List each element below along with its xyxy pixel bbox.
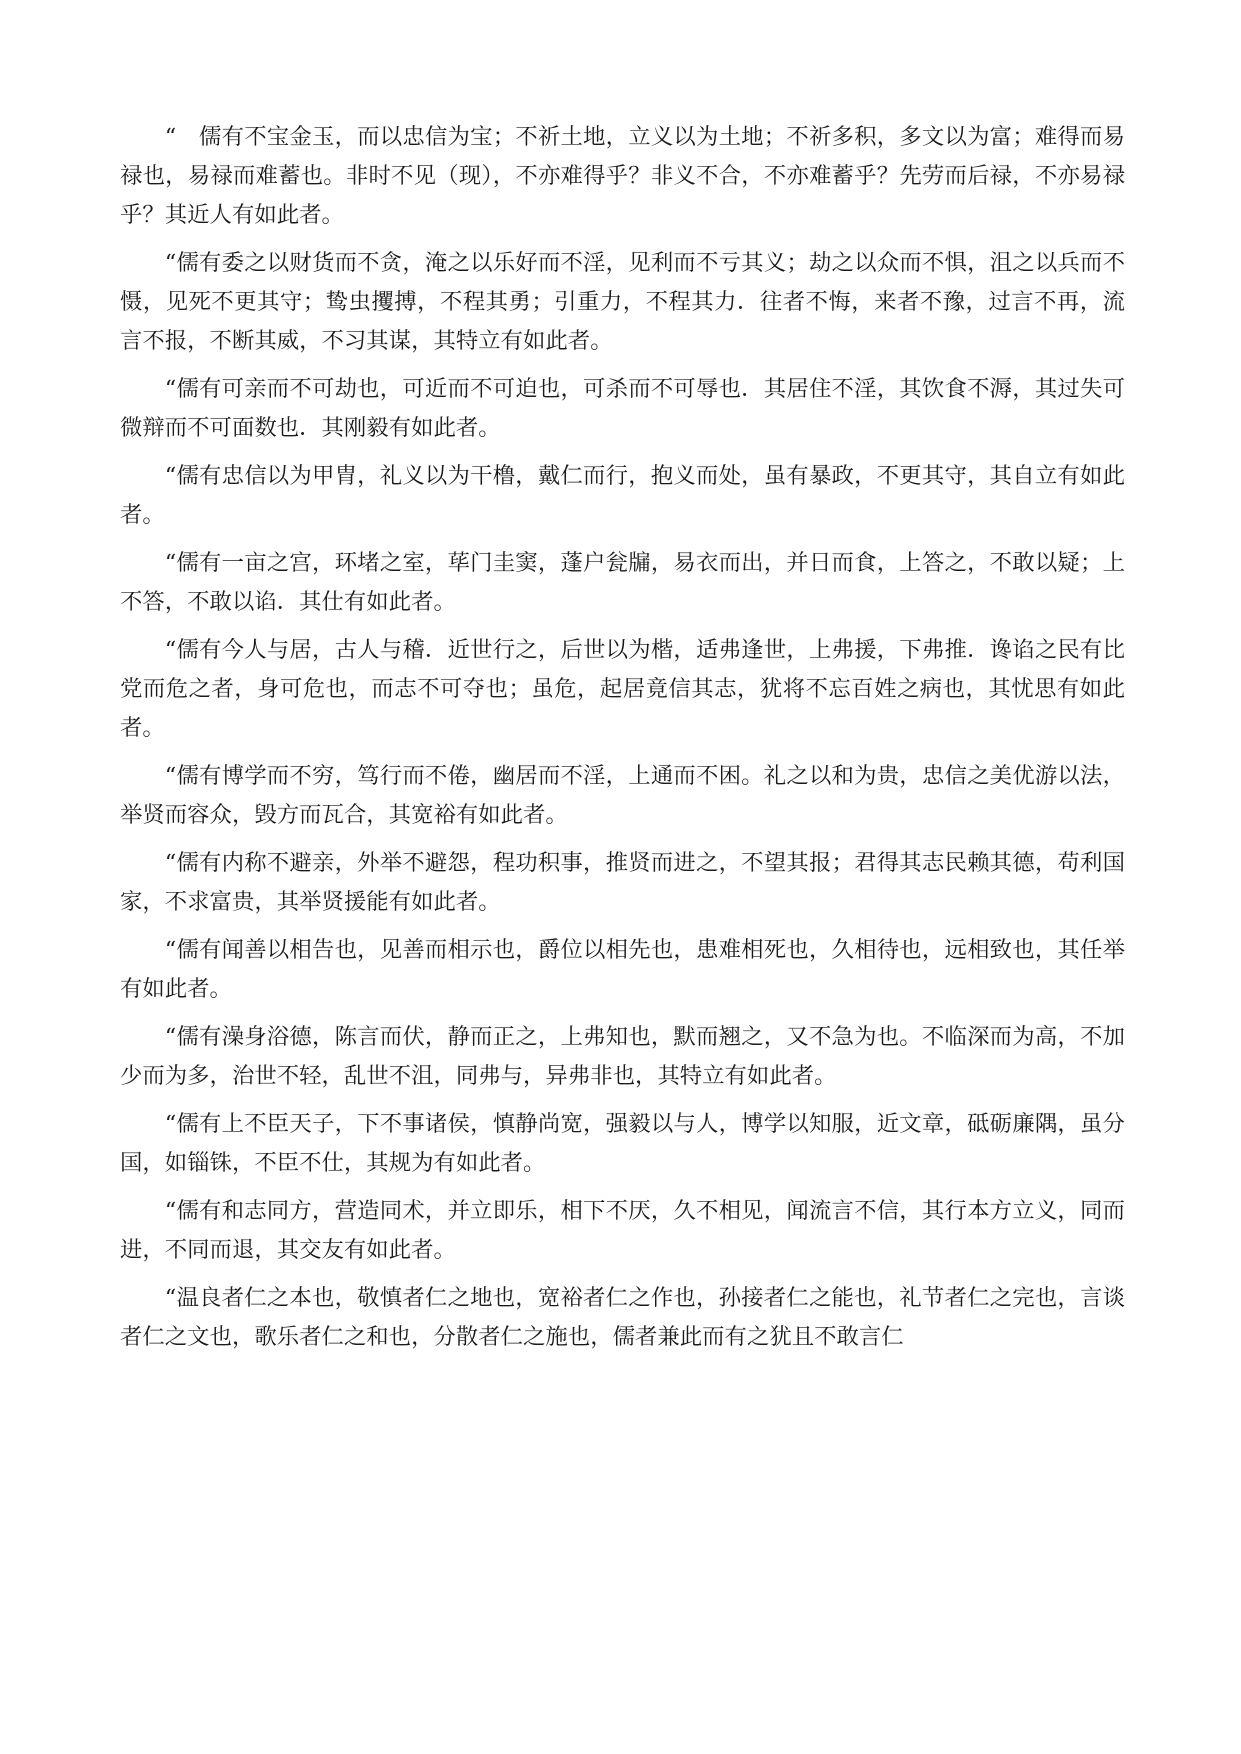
paragraph: “儒有一亩之宫，环堵之室，荜门圭窦，蓬户瓮牖，易衣而出，并日而食，上答之，不敢以疑；上不答，不敢以谄．其仕有如此者。 (120, 550, 1125, 615)
paragraph: “儒有可亲而不可劫也，可近而不可迫也，可杀而不可辱也．其居住不淫，其饮食不溽，其过失可微辩而不可面数也．其刚毅有如此者。 (120, 376, 1125, 441)
paragraph: “ 儒有不宝金玉，而以忠信为宝；不祈土地，立义以为土地；不祈多积，多文以为富；难得而易禄也，易禄而难蓄也。非时不见（现），不亦难得乎？非义不合，不亦难蓄乎？先劳而后禄，不亦易禄乎？其近人有如此者。 (120, 124, 1125, 228)
paragraph: “儒有博学而不穷，笃行而不倦，幽居而不淫，上通而不困。礼之以和为贵，忠信之美优游以法，举贤而容众，毁方而瓦合，其宽裕有如此者。 (120, 763, 1125, 828)
paragraph: “儒有内称不避亲，外举不避怨，程功积事，推贤而进之，不望其报；君得其志民赖其德，苟利国家，不求富贵，其举贤援能有如此者。 (120, 850, 1125, 915)
paragraph: “儒有上不臣天子，下不事诸侯，慎静尚宽，强毅以与人，博学以知服，近文章，砥砺廉隅，虽分国，如锱铢，不臣不仕，其规为有如此者。 (120, 1111, 1125, 1176)
paragraph: “儒有忠信以为甲胄，礼义以为干橹，戴仁而行，抱义而处，虽有暴政，不更其守，其自立有如此者。 (120, 463, 1125, 528)
paragraph: “儒有委之以财货而不贪，淹之以乐好而不淫，见利而不亏其义；劫之以众而不惧，沮之以兵而不慑，见死不更其守；鸷虫攫搏，不程其勇；引重力，不程其力．往者不悔，来者不豫，过言不再，流言不报，不断其威，不习其谋，其特立有如此者。 (120, 250, 1125, 354)
paragraph: “儒有澡身浴德，陈言而伏，静而正之，上弗知也，默而翘之，又不急为也。不临深而为高，不加少而为多，治世不轻，乱世不沮，同弗与，异弗非也，其特立有如此者。 (120, 1024, 1125, 1089)
paragraph: “温良者仁之本也，敬慎者仁之地也，宽裕者仁之作也，孙接者仁之能也，礼节者仁之完也，言谈者仁之文也，歌乐者仁之和也，分散者仁之施也，儒者兼此而有之犹且不敢言仁 (120, 1285, 1125, 1350)
paragraph: “儒有今人与居，古人与稽．近世行之，后世以为楷，适弗逢世，上弗援，下弗推．谗谄之民有比党而危之者，身可危也，而志不可夺也；虽危，起居竟信其志，犹将不忘百姓之病也，其忧思有如此者。 (120, 637, 1125, 741)
document-body (120, 118, 1125, 1366)
paragraph: “儒有闻善以相告也，见善而相示也，爵位以相先也，患难相死也，久相待也，远相致也，其任举有如此者。 (120, 937, 1125, 1002)
paragraph: “儒有和志同方，营造同术，并立即乐，相下不厌，久不相见，闻流言不信，其行本方立义，同而进，不同而退，其交友有如此者。 (120, 1198, 1125, 1263)
